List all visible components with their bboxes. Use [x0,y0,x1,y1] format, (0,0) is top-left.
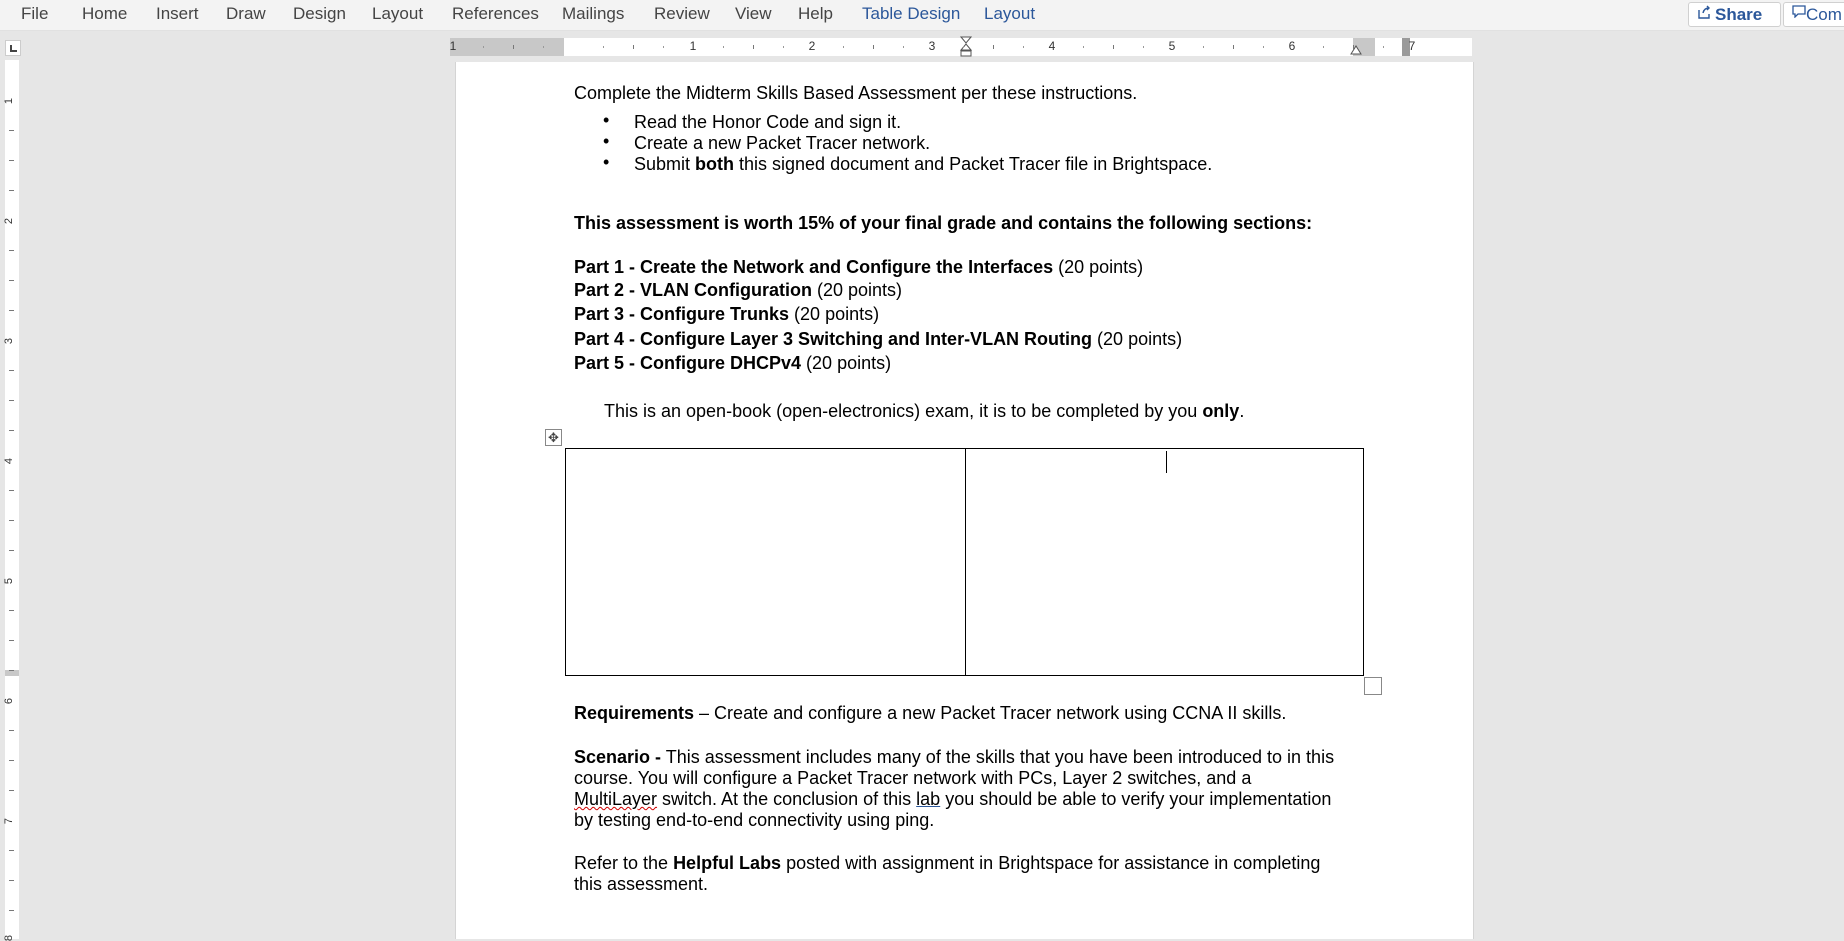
ruler-label: 3 [3,337,16,345]
worth-heading[interactable]: This assessment is worth 15% of your final grade and contains the following sections: [574,213,1313,233]
tab-layout[interactable]: Layout [372,4,424,23]
ruler-label: 4 [3,457,16,465]
ruler-tick [9,370,14,371]
refer-paragraph[interactable] [574,853,1320,874]
ruler-tick [483,46,484,48]
ruler-label: 7 [1408,39,1416,53]
ruler-label: 1 [689,39,697,53]
ruler-tick [9,550,14,551]
ruler-label: 5 [1168,39,1176,53]
refer-text: posted with assignment in Brightspace for assistance in completing [781,853,1321,873]
part-points: (20 points) [812,280,903,300]
bullet-item[interactable] [634,154,1212,175]
comment-icon [1792,4,1806,22]
tab-stop-selector[interactable] [5,40,21,56]
ruler-tick [663,46,664,48]
ruler-tick [843,46,844,48]
table-move-handle-icon[interactable]: ✥ [545,429,562,446]
refer-text: Refer to the [574,853,674,873]
part-title: Part 4 - Configure Layer 3 Switching and Inter-VLAN Routing [574,329,1093,349]
table-resize-handle-icon[interactable] [1364,677,1382,695]
ruler-tick [1233,45,1234,49]
ruler-tick [873,45,874,49]
tab-table-design[interactable]: Table Design [862,4,961,23]
ruler-tick [1323,46,1324,48]
ruler-tick [1353,45,1354,49]
grammar-flagged-word[interactable]: lab [916,789,941,809]
ruler-label: 4 [1048,39,1056,53]
ruler-tick [1143,46,1144,48]
tab-home[interactable]: Home [82,4,128,23]
ruler-label: 6 [3,697,16,705]
part-title: Part 1 - Create the Network and Configure the Interfaces [574,257,1054,277]
right-indent-marker-icon[interactable] [1350,42,1362,56]
ruler-label: 2 [808,39,816,53]
refer-bold-text: Helpful Labs [673,853,782,873]
ruler-tick [723,46,724,48]
part-points: (20 points) [1092,329,1183,349]
scenario-line[interactable]: course. You will configure a Packet Tracer network with PCs, Layer 2 switches, and a [574,768,1252,788]
ruler-tick [1203,46,1204,48]
tab-help[interactable]: Help [798,4,833,23]
ruler-label: 6 [1288,39,1296,53]
ruler-tick [9,160,14,161]
ruler-label: 1 [3,97,16,105]
tab-draw[interactable]: Draw [226,4,266,23]
scenario-text: switch. At the conclusion of this [657,789,917,809]
ruler-tick [543,46,544,48]
part-line[interactable] [574,329,1182,350]
tab-file[interactable]: File [21,4,49,23]
scenario-line[interactable]: by testing end-to-end connectivity using ping. [574,810,935,830]
scenario-label: Scenario - [574,747,662,767]
bullet-icon: • [603,152,610,172]
tab-table-layout[interactable]: Layout [984,4,1036,23]
ruler-tick [9,790,14,791]
tab-view[interactable]: View [735,4,772,23]
ruler-label: 7 [3,817,16,825]
ribbon-tab-bar [0,0,1844,31]
ruler-tick [1023,46,1024,48]
ruler-left-margin [450,38,564,56]
bullet-icon: • [603,110,610,130]
horizontal-ruler[interactable] [450,38,1472,56]
bullet-icon: • [603,131,610,151]
ruler-tick [633,45,634,49]
ruler-tick [9,190,14,191]
part-points: (20 points) [1053,257,1144,277]
ruler-tick [9,640,14,641]
ruler-tick [1113,45,1114,49]
ruler-tick [753,45,754,49]
ruler-tick [9,910,14,911]
ruler-tick [1383,46,1384,48]
ruler-tick [9,670,14,671]
share-icon [1697,4,1711,24]
requirements-text: – Create and configure a new Packet Tracer network using CCNA II skills. [694,703,1287,723]
ruler-tick [1083,46,1084,48]
ruler-tick [603,46,604,48]
scenario-line[interactable] [574,747,1334,768]
openbook-bold-text: only [1202,401,1240,421]
ruler-tick [9,730,14,731]
refer-paragraph-line2[interactable]: this assessment. [574,874,709,894]
signature-table[interactable] [565,448,1364,676]
requirements-paragraph[interactable] [574,703,1286,724]
ruler-tick [9,760,14,761]
ruler-tick [9,250,14,251]
part-points: (20 points) [801,353,892,373]
bullet-bold-text: both [695,154,735,174]
intro-paragraph[interactable]: Complete the Midterm Skills Based Assessment per these instructions. [574,83,1138,103]
ruler-tick [9,430,14,431]
scenario-line[interactable] [574,789,1331,810]
ruler-tick [9,130,14,131]
openbook-text: This is an open-book (open-electronics) exam, it is to be completed by you [604,401,1203,421]
ruler-tick [783,46,784,48]
part-points: (20 points) [789,304,880,324]
scenario-text: you should be able to verify your implementation [940,789,1332,809]
tab-review[interactable]: Review [654,4,710,23]
vertical-ruler[interactable] [5,60,19,939]
part-line[interactable] [574,257,1143,278]
part-line[interactable] [574,353,891,374]
ruler-tick [513,45,514,49]
bullet-item[interactable]: Read the Honor Code and sign it. [634,112,902,132]
table-column-divider[interactable] [965,449,966,675]
part-title: Part 3 - Configure Trunks [574,304,790,324]
openbook-paragraph[interactable] [604,401,1244,422]
ruler-tick [1263,46,1264,48]
ruler-tick [9,850,14,851]
tab-mailings[interactable]: Mailings [562,4,625,23]
part-title: Part 2 - VLAN Configuration [574,280,812,300]
indent-marker-icon[interactable] [960,36,972,58]
tab-insert[interactable]: Insert [156,4,199,23]
ruler-label: 3 [928,39,936,53]
requirements-label: Requirements [574,703,695,723]
ruler-tick [9,280,14,281]
openbook-text-end: . [1239,401,1245,421]
ruler-label: 1 [449,39,457,53]
bullet-text: Submit [634,154,696,174]
part-line[interactable] [574,280,902,301]
share-button[interactable] [1688,2,1781,27]
part-line[interactable] [574,304,879,325]
ruler-tick [9,490,14,491]
tab-references[interactable]: References [452,4,539,23]
tab-design[interactable]: Design [293,4,346,23]
ruler-label: 8 [3,934,16,941]
share-label: Share [1715,5,1763,24]
ruler-tick [9,520,14,521]
bullet-item[interactable]: Create a new Packet Tracer network. [634,133,931,153]
scenario-text: This assessment includes many of the skills that you have been introduced to in this [661,747,1335,767]
ruler-tick [963,46,964,48]
ruler-label: 2 [3,217,16,225]
part-title: Part 5 - Configure DHCPv4 [574,353,802,373]
ruler-tick [9,310,14,311]
comments-label: Com [1806,5,1842,24]
ruler-label: 5 [3,577,16,585]
ruler-tick [9,610,14,611]
ruler-tick [9,880,14,881]
text-cursor [1166,451,1167,473]
ruler-tick [903,46,904,48]
ruler-tick [993,45,994,49]
bullet-text: this signed document and Packet Tracer file in Brightspace. [734,154,1213,174]
ruler-tick [9,400,14,401]
comments-button[interactable] [1783,2,1844,27]
misspelled-word[interactable]: MultiLayer [574,789,658,809]
